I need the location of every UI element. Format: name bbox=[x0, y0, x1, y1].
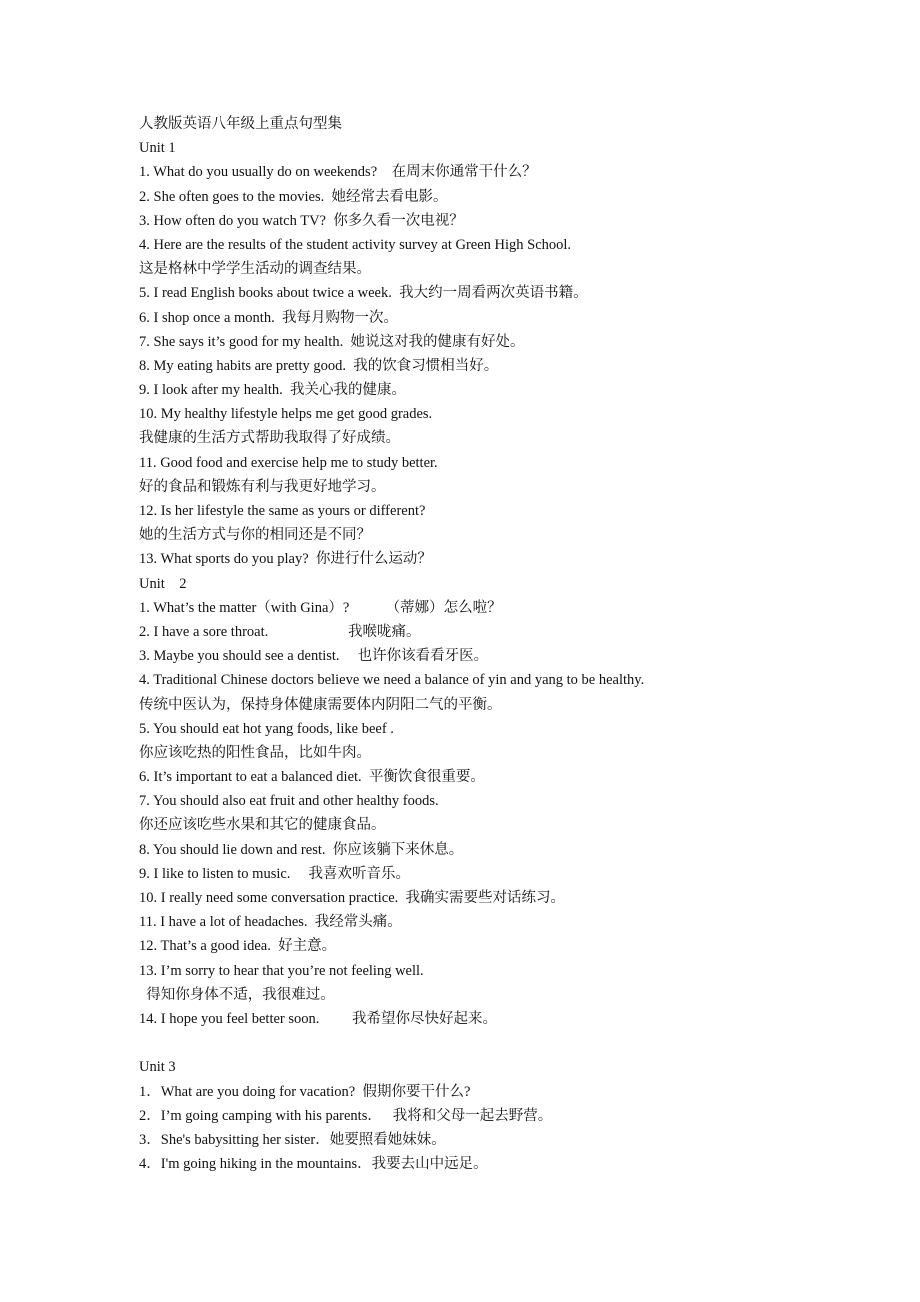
sentence-line: 3. Maybe you should see a dentist. 也许你该看看牙医。 bbox=[139, 648, 489, 665]
sentence-line: 7. She says it’s good for my health. 她说这对我的健康有好处。 bbox=[139, 333, 525, 350]
sentence-line: 13. I’m sorry to hear that you’re not feeling well. bbox=[139, 962, 424, 979]
sentence-line: 10. My healthy lifestyle helps me get good grades. bbox=[139, 406, 433, 423]
translation-line: 这是格林中学学生活动的调查结果。 bbox=[139, 261, 371, 278]
sentence-line: 1. What’s the matter（with Gina）? （蒂娜）怎么啦？ bbox=[139, 599, 502, 616]
sentence-line: 2. She often goes to the movies. 她经常去看电影。 bbox=[139, 188, 448, 205]
sentence-line: 5. You should eat hot yang foods, like beef . bbox=[139, 720, 394, 737]
unit-heading-2: Unit 2 bbox=[139, 575, 187, 592]
translation-line: 我健康的生活方式帮助我取得了好成绩。 bbox=[139, 430, 400, 447]
sentence-line: 2. I have a sore throat. 我喉咙痛。 bbox=[139, 623, 421, 640]
sentence-line: 2．I’m going camping with his parents． 我将和父母一起去野营。 bbox=[139, 1107, 553, 1124]
sentence-line: 11. Good food and exercise help me to study better. bbox=[139, 454, 438, 471]
sentence-line: 4. Traditional Chinese doctors believe we need a balance of yin and yang to be healthy. bbox=[139, 672, 645, 689]
sentence-line: 12. Is her lifestyle the same as yours or different? bbox=[139, 503, 426, 519]
translation-line: 传统中医认为，保持身体健康需要体内阴阳二气的平衡。 bbox=[139, 696, 502, 713]
sentence-line: 10. I really need some conversation practice. 我确实需要些对话练习。 bbox=[139, 890, 566, 906]
sentence-line: 6. It’s important to eat a balanced diet. 平衡饮食很重要。 bbox=[139, 769, 485, 786]
sentence-line: 3. How often do you watch TV? 你多久看一次电视？ bbox=[139, 212, 464, 229]
sentence-line: 6. I shop once a month. 我每月购物一次。 bbox=[139, 309, 398, 326]
sentence-line: 12. That’s a good idea. 好主意。 bbox=[139, 938, 337, 955]
sentence-line: 4. Here are the results of the student activity survey at Green High School. bbox=[139, 236, 572, 253]
unit-heading-1: Unit 1 bbox=[139, 140, 176, 157]
sentence-line: 9. I like to listen to music. 我喜欢听音乐。 bbox=[139, 865, 411, 882]
sentence-line: 11. I have a lot of headaches. 我经常头痛。 bbox=[139, 914, 402, 931]
unit-heading-3: Unit 3 bbox=[139, 1059, 176, 1076]
sentence-line: 4．I'm going hiking in the mountains．我要去山中远足。 bbox=[139, 1156, 488, 1173]
translation-line: 好的食品和锻炼有利与我更好地学习。 bbox=[139, 478, 386, 495]
blank-line bbox=[139, 1031, 899, 1055]
translation-line: 你应该吃热的阳性食品，比如牛肉。 bbox=[139, 744, 371, 761]
sentence-line: 1．What are you doing for vacation? 假期你要干什么? bbox=[139, 1083, 471, 1100]
sentence-line: 8. You should lie down and rest. 你应该躺下来休息。 bbox=[139, 841, 464, 858]
sentence-line: 3．She's babysitting her sister．她要照看她妹妹。 bbox=[139, 1131, 446, 1148]
translation-line: 她的生活方式与你的相同还是不同？ bbox=[139, 527, 371, 544]
document-page bbox=[139, 112, 899, 1176]
sentence-line: 5. I read English books about twice a week. 我大约一周看两次英语书籍。 bbox=[139, 285, 588, 302]
document-title: 人教版英语八年级上重点句型集 bbox=[139, 116, 342, 132]
translation-line: 你还应该吃些水果和其它的健康食品。 bbox=[139, 817, 386, 834]
sentence-line: 9. I look after my health. 我关心我的健康。 bbox=[139, 382, 406, 399]
sentence-line: 8. My eating habits are pretty good. 我的饮食习惯相当好。 bbox=[139, 357, 499, 374]
sentence-line: 7. You should also eat fruit and other healthy foods. bbox=[139, 793, 439, 810]
sentence-line: 14. I hope you feel better soon. 我希望你尽快好起来。 bbox=[139, 1010, 498, 1027]
sentence-line: 1. What do you usually do on weekends? 在周末你通常干什么？ bbox=[139, 164, 537, 181]
translation-line: 得知你身体不适，我很难过。 bbox=[139, 986, 335, 1003]
sentence-line: 13. What sports do you play? 你进行什么运动？ bbox=[139, 551, 432, 568]
